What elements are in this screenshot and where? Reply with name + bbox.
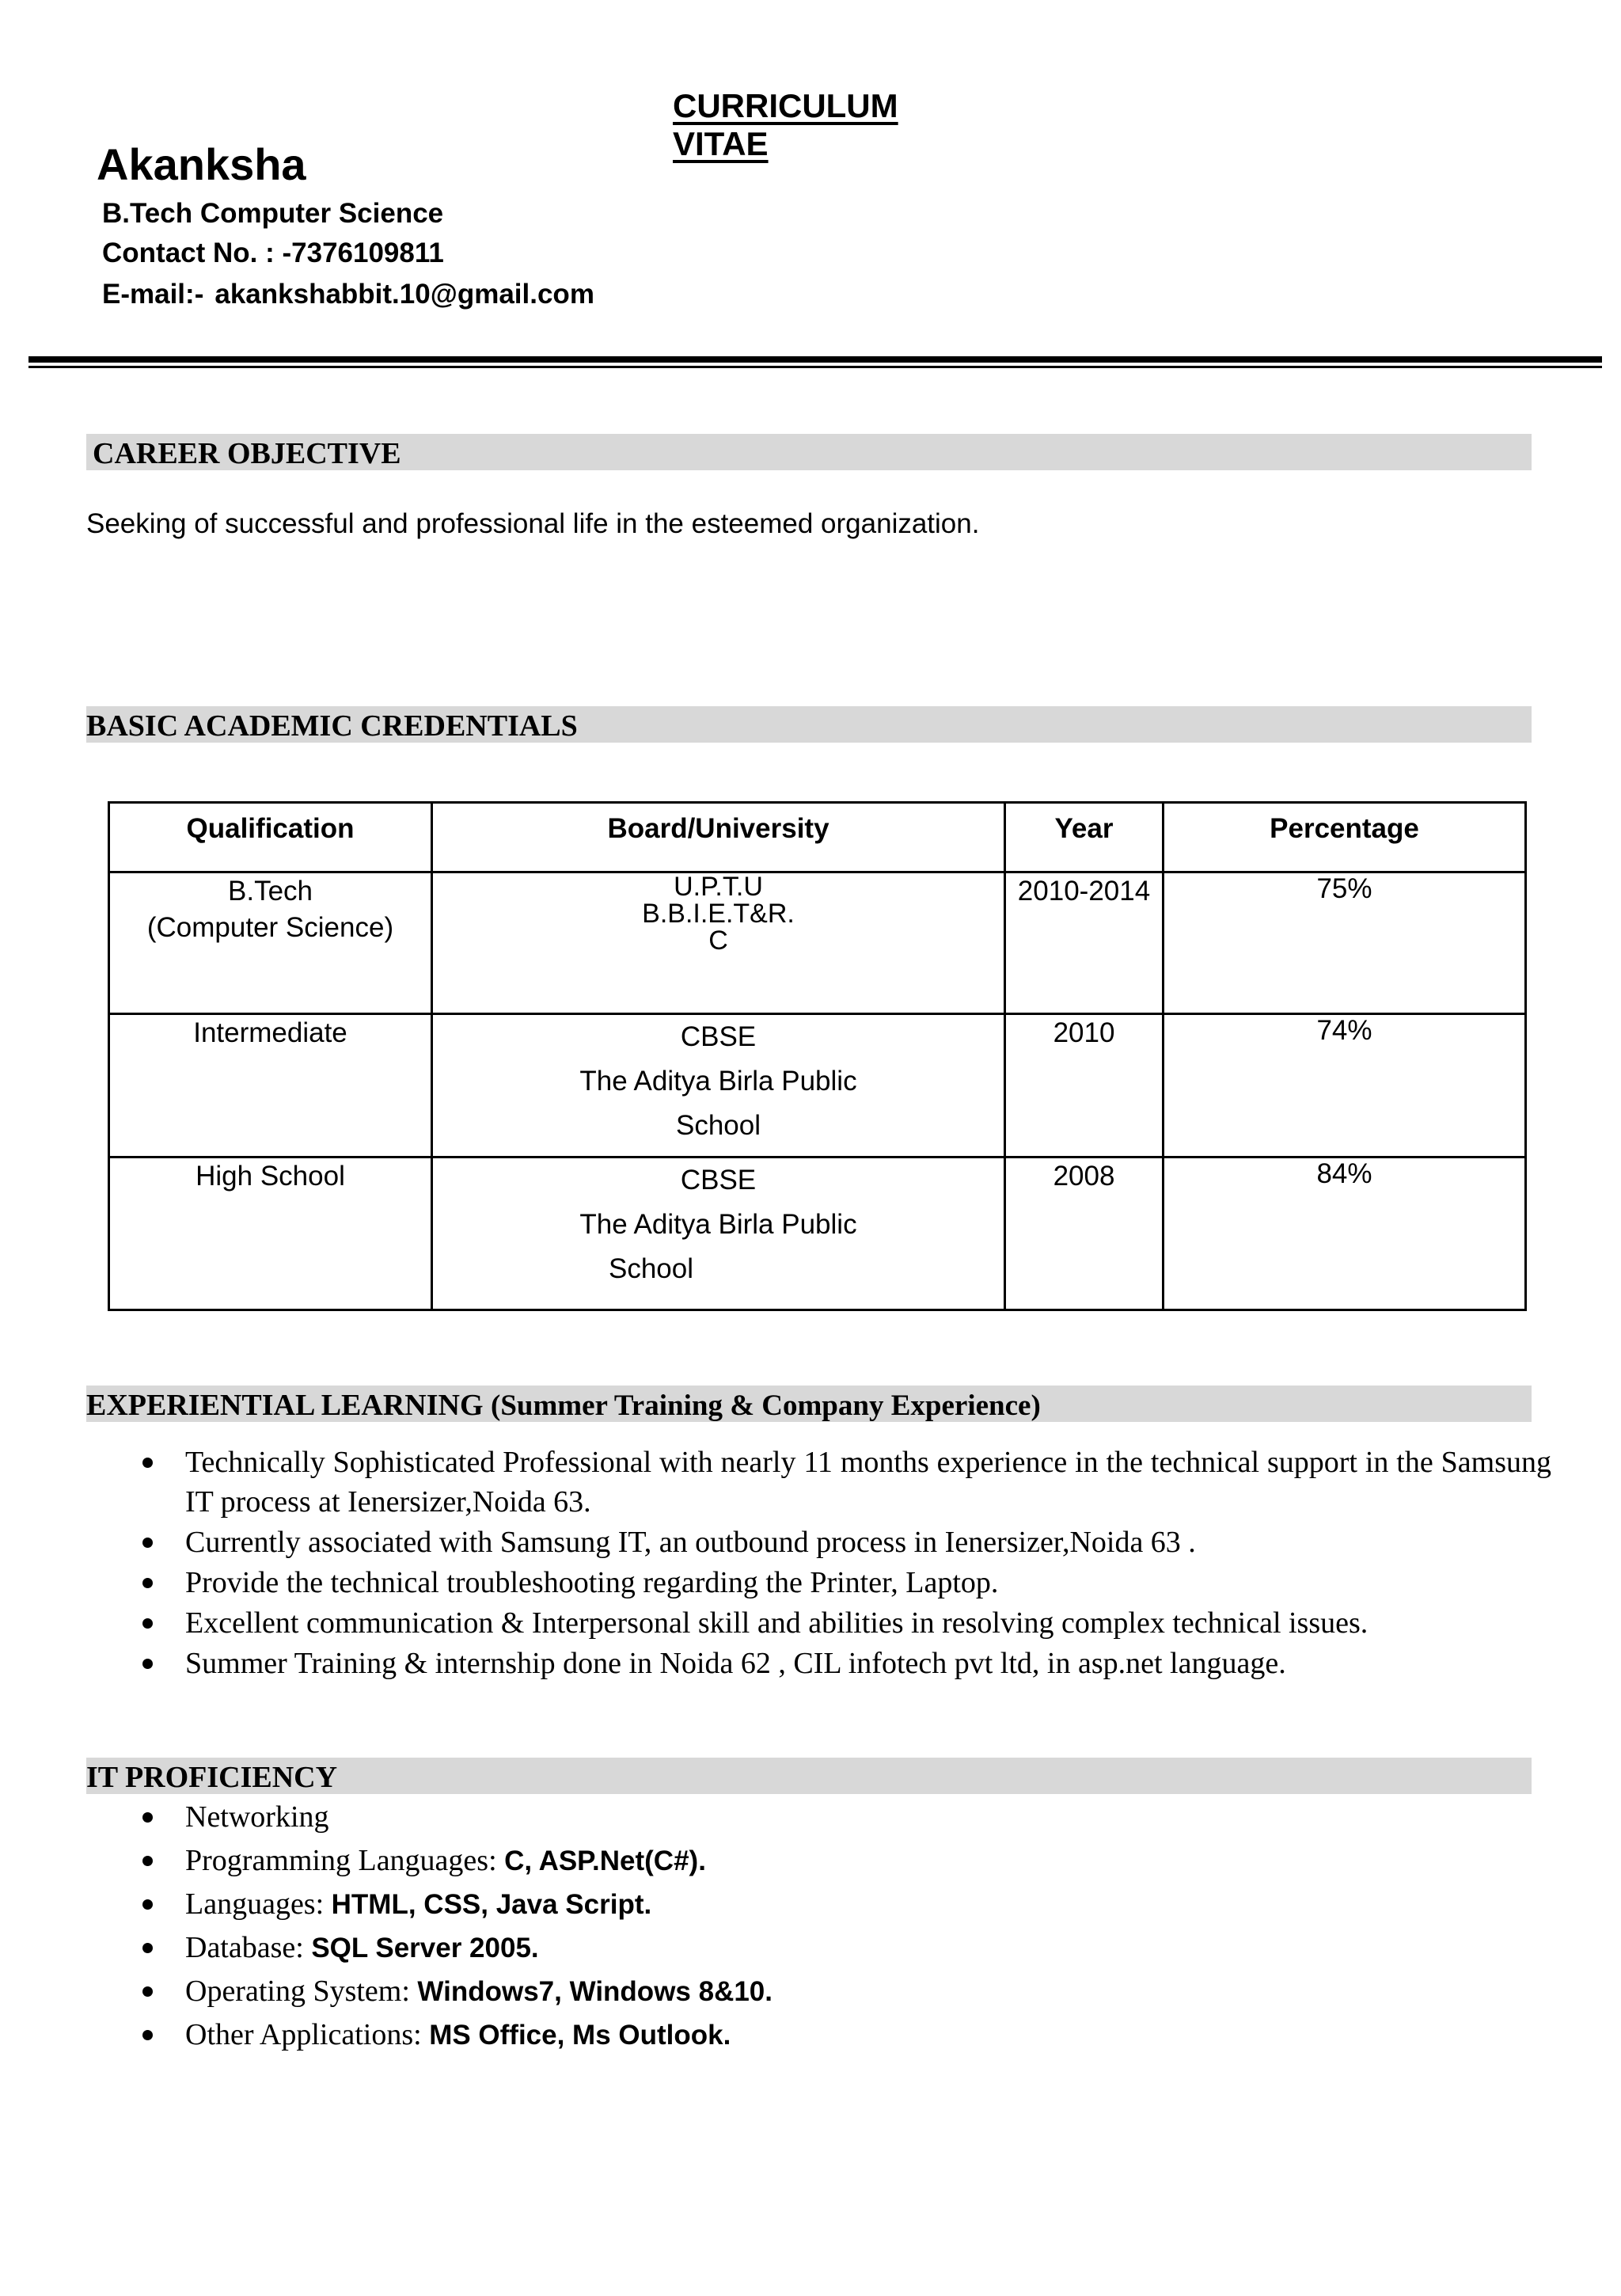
skill-label: Operating System: bbox=[185, 1975, 418, 2008]
skill-value: HTML, CSS, Java Script. bbox=[331, 1889, 652, 1920]
column-header-percentage: Percentage bbox=[1164, 803, 1526, 872]
board-line: C bbox=[708, 926, 728, 956]
qualification-cell bbox=[109, 872, 432, 1014]
header-divider-thick bbox=[28, 356, 1602, 363]
qualification-name: High School bbox=[196, 1161, 345, 1192]
skill-value: Windows7, Windows 8&10. bbox=[417, 1976, 773, 2007]
experience-heading-text: EXPERIENTIAL LEARNING bbox=[86, 1389, 484, 1422]
skill-label: Programming Languages: bbox=[185, 1844, 505, 1877]
percentage-cell: 75% bbox=[1164, 872, 1526, 1014]
degree-line: B.Tech Computer Science bbox=[102, 198, 444, 229]
contact-line bbox=[102, 238, 444, 269]
year-cell: 2010 bbox=[1005, 1014, 1164, 1158]
document-title: CURRICULUM VITAE bbox=[673, 87, 898, 162]
skill-label: Networking bbox=[185, 1800, 329, 1834]
list-item: Currently associated with Samsung IT, an outbound process in Ienersizer,Noida 63 . bbox=[142, 1522, 1551, 1562]
board-line: CBSE bbox=[680, 1165, 757, 1196]
column-header-year: Year bbox=[1005, 803, 1164, 872]
column-header-qualification: Qualification bbox=[109, 803, 432, 872]
list-item: Excellent communication & Interpersonal skill and abilities in resolving complex technical issues. bbox=[142, 1603, 1551, 1643]
skill-value: SQL Server 2005. bbox=[311, 1933, 539, 1963]
section-heading-career-objective: CAREER OBJECTIVE bbox=[86, 434, 1532, 470]
board-line: U.P.T.U bbox=[674, 872, 763, 902]
board-line: School bbox=[608, 1253, 694, 1284]
section-heading-academic: BASIC ACADEMIC CREDENTIALS bbox=[86, 706, 1532, 743]
board-line: B.B.I.E.T&R. bbox=[642, 899, 795, 929]
experience-list bbox=[142, 1443, 1551, 1684]
qualification-cell bbox=[109, 1014, 432, 1158]
section-heading-experience bbox=[86, 1386, 1532, 1422]
qualification-name: Intermediate bbox=[193, 1017, 347, 1048]
header-divider-thin bbox=[28, 366, 1602, 368]
section-heading-it-proficiency: IT PROFICIENCY bbox=[86, 1758, 1532, 1794]
list-item bbox=[142, 1970, 1551, 2013]
qualification-cell bbox=[109, 1158, 432, 1310]
list-item: Technically Sophisticated Professional with nearly 11 months experience in the technical support in the Samsung IT process at Ienersizer,Noida 63. bbox=[142, 1443, 1551, 1522]
list-item bbox=[142, 1883, 1551, 1926]
career-objective-text: Seeking of successful and professional life in the esteemed organization. bbox=[86, 508, 980, 539]
it-proficiency-list bbox=[142, 1796, 1551, 2057]
table-row bbox=[109, 1014, 1526, 1158]
year-cell: 2010-2014 bbox=[1005, 872, 1164, 1014]
board-line: CBSE bbox=[680, 1021, 757, 1052]
board-line: The Aditya Birla Public bbox=[579, 1066, 857, 1097]
list-item bbox=[142, 2013, 1551, 2057]
academic-credentials-table bbox=[108, 801, 1527, 1311]
skill-value: C, ASP.Net(C#). bbox=[504, 1846, 706, 1876]
percentage-cell: 74% bbox=[1164, 1014, 1526, 1158]
percentage-cell: 84% bbox=[1164, 1158, 1526, 1310]
contact-label: Contact No. : - bbox=[102, 238, 292, 268]
list-item bbox=[142, 1839, 1551, 1883]
candidate-name: Akanksha bbox=[97, 139, 306, 189]
column-header-board: Board/University bbox=[432, 803, 1005, 872]
year-cell: 2008 bbox=[1005, 1158, 1164, 1310]
email-address: akankshabbit.10@gmail.com bbox=[214, 279, 594, 310]
board-cell bbox=[432, 1014, 1005, 1158]
table-header-row bbox=[109, 803, 1526, 872]
board-cell bbox=[432, 872, 1005, 1014]
board-line: The Aditya Birla Public bbox=[579, 1209, 857, 1240]
list-item bbox=[142, 1796, 1551, 1839]
email-line bbox=[102, 279, 594, 310]
skill-label: Other Applications: bbox=[185, 2018, 430, 2051]
skill-label: Languages: bbox=[185, 1887, 332, 1921]
qualification-name: B.Tech bbox=[228, 876, 313, 907]
email-label: E-mail:- bbox=[102, 279, 204, 310]
skill-value: MS Office, Ms Outlook. bbox=[429, 2020, 731, 2051]
list-item: Provide the technical troubleshooting regarding the Printer, Laptop. bbox=[142, 1563, 1551, 1602]
table-row bbox=[109, 1158, 1526, 1310]
board-cell bbox=[432, 1158, 1005, 1310]
contact-number: 7376109811 bbox=[291, 238, 444, 268]
qualification-specialization: (Computer Science) bbox=[146, 912, 394, 943]
board-line: School bbox=[675, 1110, 761, 1141]
list-item: Summer Training & internship done in Noida 62 , CIL infotech pvt ltd, in asp.net language. bbox=[142, 1644, 1551, 1683]
experience-heading-subtitle: (Summer Training & Company Experience) bbox=[491, 1389, 1041, 1422]
list-item bbox=[142, 1926, 1551, 1970]
table-row bbox=[109, 872, 1526, 1014]
skill-label: Database: bbox=[185, 1931, 312, 1964]
